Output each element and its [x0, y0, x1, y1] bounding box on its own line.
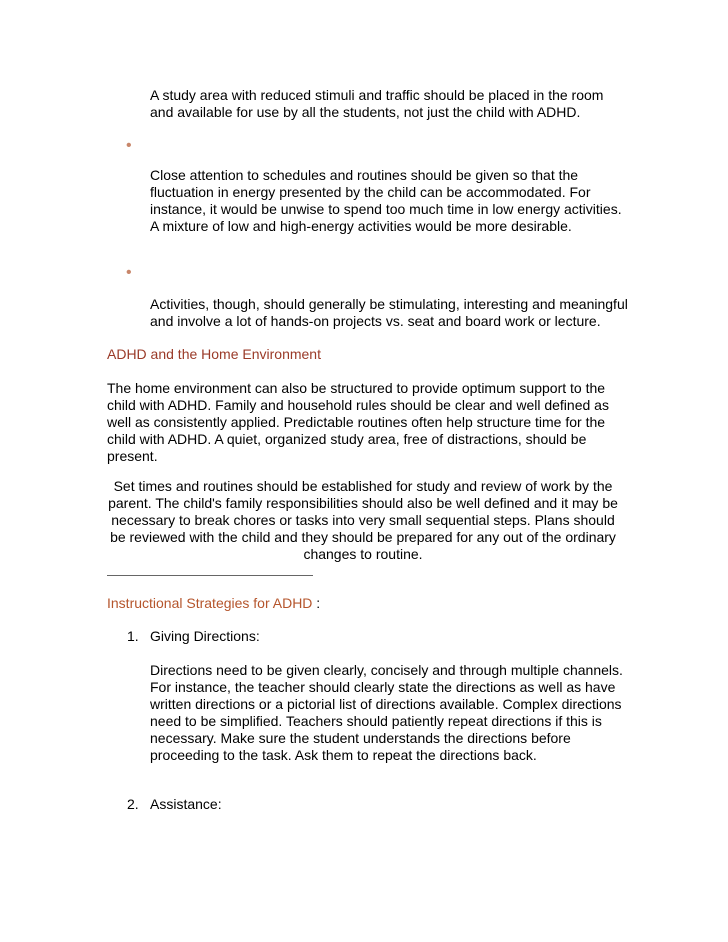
list-item-number: 2. — [127, 796, 139, 812]
list-item-number: 1. — [127, 628, 139, 644]
giving-directions-paragraph: Directions need to be given clearly, concisely and through multiple channels. For instance, the teacher should clearly state the directions as well as have written directions or a pictorial list of directions available. Complex directions need to be simplified. Teachers should patiently repeat directions if this is necessary. Make sure the student understands the directions before proceeding to the task. Ask them to repeat the directions back. — [150, 662, 623, 763]
assistance-label: Assistance: — [150, 796, 222, 812]
schedules-paragraph: Close attention to schedules and routines should be given so that the fluctuation in energy presented by the child can be accommodated. For instance, it would be unwise to spend too much time in low energy activities. A mixture of low and high-energy activities would be more desirable. — [150, 167, 622, 234]
routines-paragraph: Set times and routines should be established for study and review of work by the parent. The child's family responsibilities should also be well defined and it may be necessary to break chores or tasks into very small sequential steps. Plans should be reviewed with the child and they should be prepared for any out of the ordinary changes to routine. — [108, 478, 618, 562]
strategies-heading-link[interactable]: Instructional Strategies for ADHD — [107, 595, 313, 611]
study-area-paragraph: A study area with reduced stimuli and traffic should be placed in the room and available for use by all the students, not just the child with ADHD. — [150, 87, 604, 120]
activities-paragraph: Activities, though, should generally be stimulating, interesting and meaningful and involve a lot of hands-on projects vs. seat and board work or lecture. — [150, 296, 628, 329]
bullet-icon: • — [126, 264, 132, 281]
home-environment-paragraph: The home environment can also be structured to provide optimum support to the child with ADHD. Family and household rules should be clear and well defined as well as consistently applied. Predictable routines often help structure time for the child with ADHD. A quiet, organized study area, free of distractions, should be present. — [107, 380, 609, 464]
home-environment-heading: ADHD and the Home Environment — [107, 346, 321, 362]
giving-directions-label: Giving Directions: — [150, 628, 260, 644]
strategies-heading — [107, 595, 320, 612]
bullet-icon: • — [126, 137, 132, 154]
horizontal-divider — [107, 575, 313, 576]
strategies-heading-suffix: : — [312, 595, 321, 611]
